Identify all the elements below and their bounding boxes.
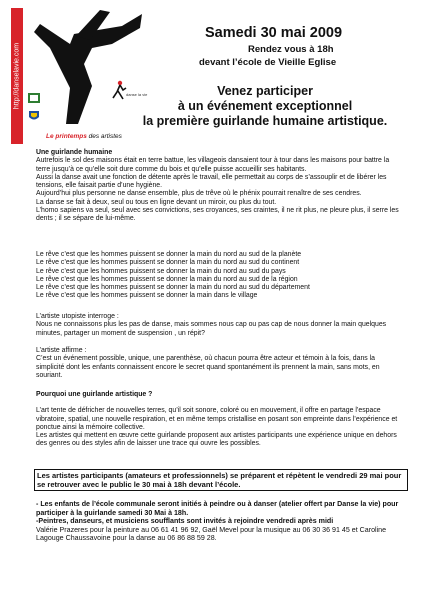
affirme-text: C’est un événement possible, unique, une parenthèse, où chacun pourra être acteur et témoin à la fois, dans la simplicité dont les enfants connaissent encore le secret quand spontanément ils prennent la main, sans mots, en souriant. — [36, 355, 380, 379]
invitation-artists-text: -Peintres, danseurs, et musiciens soufflants sont invités à rejoindre vendredi après midi — [36, 517, 334, 526]
footer-info — [36, 500, 404, 543]
pourquoi-section — [36, 391, 401, 449]
guirlande-section — [36, 149, 401, 224]
reve-line: Le rêve c’est que les hommes puissent se donner la main du nord au sud de la région — [36, 275, 298, 283]
reve-line: Le rêve c’est que les hommes puissent se donner la main du nord au sud du département — [36, 284, 310, 292]
paragraph: La danse se fait à deux, seul ou tous en ligne devant un miroir, ou plus du tout. — [36, 198, 277, 206]
reve-line: Le rêve c’est que les hommes puissent se donner la main du nord au sud du pays — [36, 267, 286, 275]
section-title: Pourquoi une guirlande artistique ? — [36, 391, 153, 398]
small-dancer-icon — [111, 80, 127, 100]
affirme-section — [36, 347, 401, 380]
invitation-heading — [130, 84, 400, 129]
reve-line: Le rêve c’est que les hommes puissent se donner la main du nord au sud du continent — [36, 259, 300, 267]
paragraph: Autrefois le sol des maisons était en terre battue, les villageois dansaient tour à tour dans les maisons pour battre la terre jusqu’à ce qu’elle soit dure comme du bois et qu’elle puisse accueillir ses habitants. — [36, 157, 390, 173]
small-logo-caption: danse la vie — [126, 92, 148, 97]
contacts-text: Valérie Prazeres pour la peinture au 06 61 41 96 92, Gaël Mevel pour la musique au 06 30 36 91 45 et Caroline Lagouge Chaussavoine pour la danse au 06 86 88 59 28. — [36, 525, 387, 543]
reve-line: Le rêve c’est que les hommes puissent se donner la main du nord au sud de la planète — [36, 251, 302, 258]
rendezvous-place: devant l’école de Vieille Eglise — [199, 57, 337, 68]
paragraph: L’art tente de défricher de nouvelles terres, qu’il soit sonore, coloré ou en mouvement, il offre en partage l’espace vibratoire, spatial, une nouvelle respiration, et en même temps cristallise en posant son empreinte dans l’expérience et ponctue ainsi la mémoire collective. — [36, 407, 398, 431]
invitation-line: à un événement exceptionnel — [177, 99, 353, 113]
children-workshop-text: - Les enfants de l’école communale seront initiés à peindre ou à danser (atelier offert par Danse la vie) pour participer à la guirlande samedi 30 Mai à 18h. — [36, 500, 399, 517]
invitation-line: Venez participer — [217, 84, 313, 98]
paragraph: Aujourd’hui plus personne ne danse ensemble, plus de trêve où le phénix pourrait renaître de ses cendres. — [36, 190, 362, 198]
section-title: Une guirlande humaine — [36, 149, 113, 156]
town-crest-icon — [28, 110, 40, 122]
paragraph: Aussi la danse avait une fonction de détente après le travail, elle permettait au corps de s’assouplir et de libérer les tensions, elle faisait partie d’une hygiène. — [36, 173, 387, 190]
rendezvous-time: Rendez vous à 18h — [248, 44, 334, 55]
artists-notice-box: Les artistes participants (amateurs et professionnels) se préparent et répètent le vendredi 29 mai pour se retrouver avec le public le 30 mai à 18h devant l’école. — [34, 469, 408, 491]
utopiste-intro: L’artiste utopiste interroge : — [36, 313, 119, 320]
affirme-intro: L’artiste affirme : — [36, 347, 87, 354]
event-date: Samedi 30 mai 2009 — [205, 25, 343, 41]
printemps-des-artistes: Le printemps des artistes — [46, 133, 122, 140]
partner-badge-icon — [28, 93, 40, 103]
vertical-url-text: http://danselavie.com — [13, 42, 21, 110]
utopiste-text: Nous ne connaissons plus les pas de danse, mais sommes nous cap ou pas cap de nous donner la main quelques minutes, partager un moment de suspension , un répit? — [36, 321, 387, 337]
reve-line: Le rêve c’est que les hommes puissent se donner la main dans le village — [36, 292, 258, 300]
paragraph: Les artistes qui mettent en œuvre cette guirlande proposent aux artistes participants une expérience unique en dehors des genres ou des styles afin de laisser une trace qui ouvre les possibles. — [36, 432, 397, 448]
paragraph: L’homo sapiens va seul, seul avec ses convictions, ses croyances, ses craintes, il ne rit plus, ne pleure plus, il serre les dents ; il se sépare de lui-même. — [36, 207, 399, 223]
reve-section — [36, 251, 401, 301]
utopiste-section — [36, 313, 401, 338]
invitation-line: la première guirlande humaine artistique. — [142, 114, 388, 128]
